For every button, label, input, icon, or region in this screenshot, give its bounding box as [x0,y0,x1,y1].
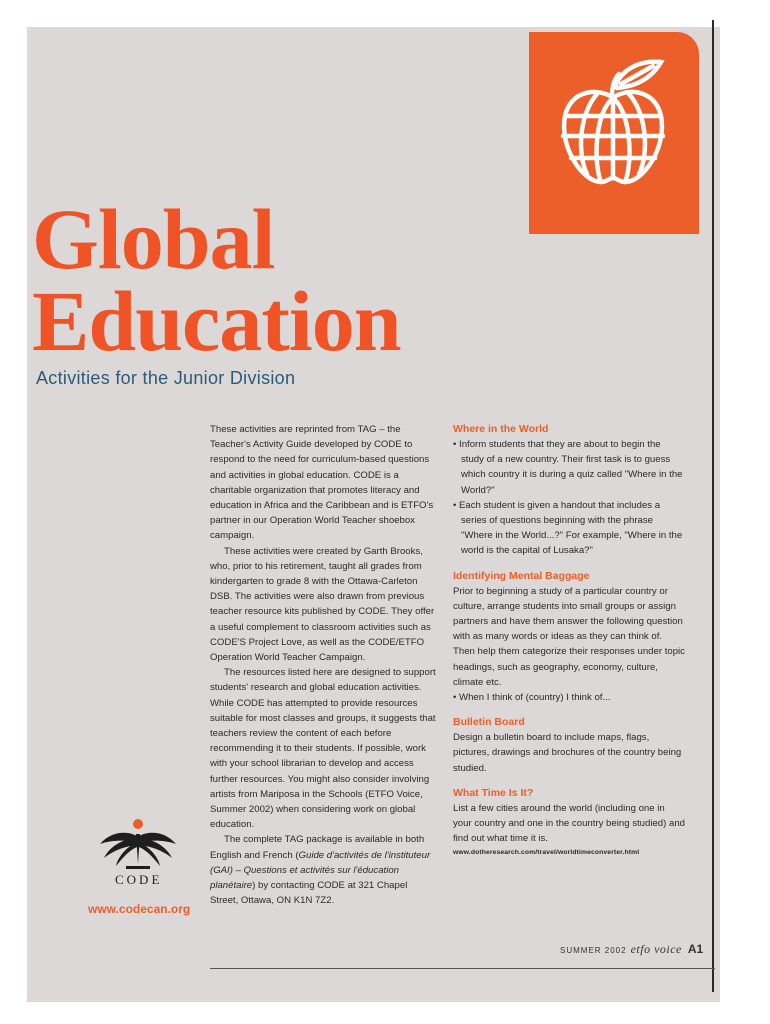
heading-bulletin-board: Bulletin Board [453,716,525,729]
code-wordmark: CODE [115,872,163,887]
page-edge-bottom [210,968,715,969]
creator-paragraph: These activities were created by Garth Brooks, who, prior to his retirement, taught all grades from kindergarten to grade 8 with the Ottawa-Carleton DSB. The activities were also drawn from previous teacher resource kits published by CODE. They offer a useful complement to classroom activities such as CODE'S Project Love, as well as the CODE/ETFO Operation World Teacher Campaign. [210,545,435,664]
package-text-a: The complete TAG package is available in both English and French ( [210,834,425,861]
code-website-link[interactable]: www.codecan.org [88,902,191,916]
subtitle: Activities for the Junior Division [36,368,296,388]
package-paragraph [210,832,438,908]
resources-paragraph: The resources listed here are designed to support students' research and global education activities. While CODE has attempted to provide resources suitable for most classes and groups, it suggests that teachers review the content of each before recommending it to their students. If possible, work with your school librarian to develop and access further resources. You might also consider involving artists from Mariposa in the Schools (ETFO Voice, Summer 2002) when considering work on global education. [210,667,436,831]
footer-magazine: etfo voice [630,942,682,956]
code-palm-icon [96,818,180,874]
time-converter-link[interactable]: www.dotheresearch.com/travel/worldtimeconverter.html [453,849,640,857]
title-line-1: Global [32,191,275,287]
baggage-text: Prior to beginning a study of a particular country or culture, arrange students into small groups or assign partners and have them answer the following question with as many words or ideas as they can think of. Then help them categorize their responses under topic headings, such as geography, economy, culture, climate etc. [453,585,685,688]
where-bullet-1: • Inform students that they are about to begin the study of a new country. Their first task is to guess which country it is during a quiz called "Where in the World?" [453,439,683,496]
heading-where-in-the-world: Where in the World [453,423,549,435]
left-column [210,422,438,909]
code-logo [96,818,180,879]
baggage-bullet: • When I think of (country) I think of... [453,692,611,704]
footer-season: SUMMER 2002 [560,946,627,955]
package-text-b: ) by contacting CODE at 321 Chapel Street, Ottawa, ON K1N 7Z2. [210,880,408,907]
intro-paragraph: These activities are reprinted from TAG – the Teacher's Activity Guide developed by CODE to respond to the need for curriculum-based questions and activities in global education. CODE is a charitable organization that promotes literacy and education in Africa and the Caribbean and is ETFO's partner in our Operation World Teacher shoebox campaign. [210,424,434,542]
heading-mental-baggage: Identifying Mental Baggage [453,569,590,582]
title-line-2: Education [32,273,401,369]
page-edge-right [712,20,714,992]
heading-what-time: What Time Is It? [453,786,534,799]
bulletin-text: Design a bulletin board to include maps, flags, pictures, drawings and brochures of the country being studied. [453,732,682,774]
apple-globe-icon [557,54,671,194]
right-column [453,422,685,860]
page-number: A1 [687,942,704,956]
page-footer [560,942,703,957]
time-text: List a few cities around the world (including one in your country and one in the country being studied) and find out what time it is. [453,802,686,845]
where-bullet-2: • Each student is given a handout that includes a series of questions beginning with the phrase "Where in the World...?" For example, "Where in the world is the capital of Lusaka?" [453,499,683,557]
apple-globe-graphic [529,32,699,234]
package-french-title: Guide d'activités de l'instituteur (GAI) – Questions et activités sur l'éducation planétaire [210,849,431,892]
